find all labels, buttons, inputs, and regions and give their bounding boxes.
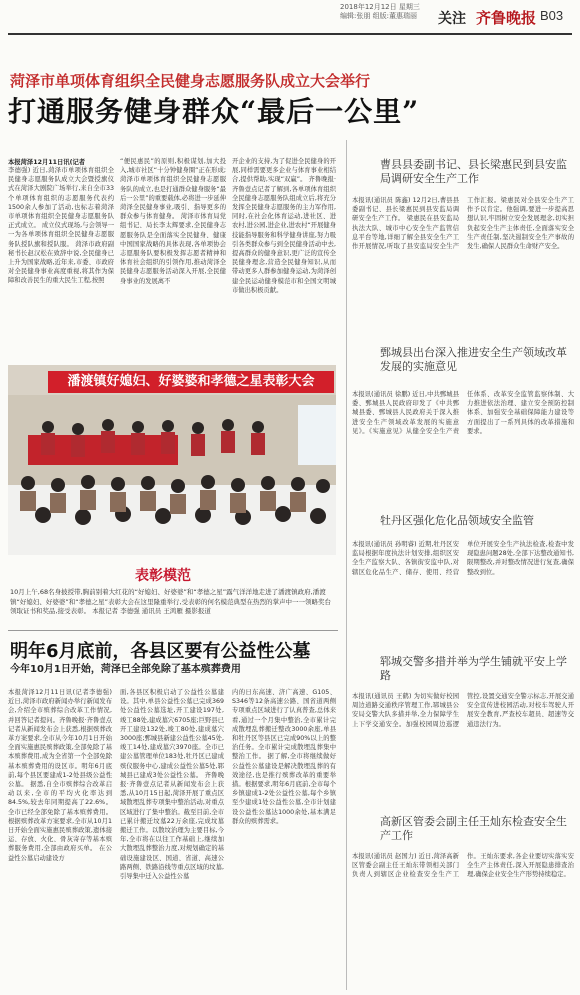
section-divider — [8, 630, 338, 631]
lead-col-2: “便民惠民”的原则,积极谋划,加大投入,城市社区“十分钟健身圈”正在形成;菏泽市单项体育组织全民健身志愿服务队的成立,也是打通群众健身服务“最后一公里”的重要载体,必将进一步延伸菏泽全民健身事业,吸引、指导更多的群众参与体育健身。 菏泽市体育局党组书记、局长李太辉要求,全民健身志愿服务队是全面落实全民健身、健康中国国家战略的具体表现,各单项协会志愿服务队要积极发挥志愿者精神和体育社会组织的引领作用,推动菏泽全民健身志愿服务活动深入开展,全民健身事业的发展离不 — [120, 158, 226, 285]
header-editors: 编辑:张朋 组版:董惠瑞丽 — [340, 12, 417, 20]
right-article-3-body: 本报讯(通讯员 孙明睿) 近期,牡丹区安监局根据年度执法计划安排,组织区安全生产监察大队、各镇街安监中队,对辖区危化品生产、储存、使用、经营单位开展安全生产执法检查,检查中发现隐患问题28处,全部下达整改通知书,限期整改,并对整改情况进行复查,确保整改到位。 — [352, 541, 574, 576]
photo-illustration — [8, 365, 336, 555]
photo-banner: 潘渡镇好媳妇、好婆婆和孝德之星表彰大会 — [48, 371, 334, 393]
photo-caption-title: 表彰模范 — [135, 568, 191, 584]
right-article-3-title: 牡丹区强化危化品领域安全监管 — [380, 514, 534, 527]
section-name: 关注 — [438, 11, 466, 27]
page-number: B03 — [540, 8, 564, 23]
award-photo — [8, 365, 336, 555]
header-meta — [340, 3, 420, 21]
lead-byline: 本报菏泽12月11日讯(记者 — [8, 159, 86, 166]
lead-col-1: 李德强) 近日,菏泽市单项体育组织全民健身志愿服务队成立大会暨授旗仪式在菏泽大剧院广场举行,来自全市33个单项体育组织的志愿服务代表约1500余人参加了活动,也标志着菏泽市单项体育组织全民健身志愿服务队正式成立。 成立仪式现场,与会领导一一为各单项体育组织全民健身志愿服务队授队旗和授队服。 菏泽市政府副秘书长赵汉松在致辞中说,全民健身已上升为国家战略,近年来,市委、市政府对全民健身事业高度重视,将其作为保障和改善民生的重大民生工程,按照 — [8, 167, 114, 285]
cemetery-subheadline: 今年10月1日开始，菏泽已全部免除了基本殡葬费用 — [10, 664, 241, 675]
column-divider — [346, 140, 347, 990]
lead-kicker: 菏泽市单项体育组织全民健身志愿服务队成立大会举行 — [10, 72, 371, 90]
right-article-5-body: 本报讯(通讯员 赵国力) 近日,菏泽高新区管委会副主任王灿东带领相关部门负责人到辖区企业检查安全生产工作。王灿东要求,各企业要切实落实安全生产主体责任,深入开展隐患排查治理,确保企业安全生产形势持续稳定。 — [352, 853, 574, 879]
right-article-1-title: 曹县县委副书记、县长梁惠民到县安监局调研安全生产工作 — [380, 158, 567, 185]
header-date: 2018年12月12日 星期三 — [340, 3, 420, 11]
cemetery-col-3: 内的日东高速、济广高速、G105、S346等12条高速公路、国省道两侧专项重点区域进行了认真普查,总体来看,通过一个月集中整治,全市累计完成散埋乱葬搬迁整改3000余座,单县和牡丹区等县区已完成90%以上的整治任务。全市累计完成散埋乱葬集中整治工作。 据了解,全市将继续做好公益性公墓建设是解决散埋乱葬的有效途径,也是推行殡葬改革的重要举措。根据要求,明年6月底前,全市每个乡镇建成1-2处公益性公墓,每个乡镇至少建成1处公益性公墓,全市计划建设公益性公墓达1000余处,基本满足群众的殡葬需求。 — [232, 689, 336, 825]
page-header — [0, 0, 580, 32]
header-rule — [8, 33, 572, 35]
right-article-5-title: 高新区管委会副主任王灿东检查安全生产工作 — [380, 815, 567, 842]
lead-headline: 打通服务健身群众“最后一公里” — [8, 95, 420, 128]
photo-caption: 10月上午,68名身披授带,胸前别着大红花的“好媳妇、好婆婆”和“孝德之星”露气洋洋地走进了潘渡镇政府,潘渡镇“好媳妇、好婆婆”和“孝德之星”表彰大会在这里隆重举行,受表彰的何名模范典型在热烈的掌声中一一领略奖台领取证书和奖品,接受表彰。 本报记者 李德强 通讯员 王鸿雁 摄影报道 — [10, 588, 332, 615]
right-article-4-title: 郓城交警多措并举为学生铺就平安上学路 — [380, 655, 567, 682]
cemetery-col-2: 面,各县区积极启动了公益性公墓建设。其中,单县公益性公墓已完成369处公益性公墓选址,开工建设197处,竣工88处,建成墓穴6705座;巨野县已开工建设132处,竣工80处,建成墓穴3000座;鄄城县新建公益性公墓45处,竣工14处,建成墓穴3970座。全市已建公墓管理单位183处,牡丹区已建成殡仪服务中心,建成公益性公墓5处,郓城县已建成3处公益性公墓。 齐鲁晚报·齐鲁壹点记者从新闻发布会上获悉,从10月15日起,菏泽开展了重点区域散埋乱葬专项集中整治活动,对重点区域进行了集中整治。截至目前,全市已累计搬迁坟墓22万余座,完成坟墓搬迁工作。以散坟治理为主要目标,今年,全市将在以往工作基础上,继续加大散埋乱葬整治力度,对规划确定的基础设施建设区、国道、省道、高速公路两侧、铁路沿线等重点区域的坟墓,引导集中迁入公益性公墓 — [120, 689, 224, 881]
lead-col-3: 开企业的支持,为了促进全民健身的开展,同样需要更多企业与体育事业相结合,提供帮助,实现“双赢”。 齐鲁晚报·齐鲁壹点记者了解到,各单项体育组织全民健身志愿服务队组成立后,将充分发挥全民健身志愿服务的主力军作用,同时,在社会化体育运动,进社区、进农村,进公园,进企业,进农村“开展健身技能指导服务和科学健身讲座,努力吸引各类群众参与到全民健身活动中去,提高群众的健身意识,更广泛的宣传全民健身理念,营造全民健身知识,从而带动更多人群参加健身运动,为菏泽创建全民运动健身模范市和全国文明城市做出积极贡献。 — [232, 158, 336, 294]
cemetery-col-1: 本报菏泽12月11日讯(记者李德强) 近日,菏泽市政府新闻办举行新闻发布会,介绍全市殡葬综合改革工作情况,并回答记者提问。齐鲁晚报·齐鲁壹点记者从新闻发布会上获悉,根据殡葬改革方案要求,全市从今年10月1日开始全面实施惠民殡葬政策,全部免除了基本殡葬费用,成为全省第一个全部免除基本殡葬费用的设区市。明年6月底前,每个县区要建成1-2处县级公益性公墓。 据悉,自全市殡葬综合改革启动以来,全市的平均火化率达到84.5%,较去年同期提高了22.6%。全市已经全部免除了基本殡葬费用。根据殡葬改革方案要求,全市从10月1日开始全面实施惠民殡葬政策,遗体接运、存放、火化、骨灰寄存等基本殡葬服务费用,全部由政府买单。 在公益性公墓启动建设方 — [8, 689, 112, 862]
cemetery-headline: 明年6月底前，各县区要有公益性公墓 — [10, 641, 311, 662]
right-article-2-body: 本报讯(通讯员 徐鹏) 近日,中共鄄城县委、鄄城县人民政府印发了《中共鄄城县委、鄄城县人民政府关于深入推进安全生产领域改革发展的实施意见》。《实施意见》从健全安全生产责任体系、改革安全监管监察体制、大力推进依法治理、建立安全预防控制体系、加强安全基础保障能力建设等方面提出了一系列具体的改革措施和要求。 — [352, 391, 574, 435]
right-article-2-title: 鄄城县出台深入推进安全生产领域改革发展的实施意见 — [380, 346, 567, 373]
newspaper-logo: 齐鲁晚报 — [476, 9, 537, 27]
right-article-1-body: 本报讯(通讯员 陈鑫) 12月2日,曹县县委副书记、县长梁惠民到县安监局调研安全生产工作。 梁惠民在县安监局执法大队、城市中心安全生产监管信息平台等地,详细了解全县安全生产工作开展情况,听取了县安监局安全生产工作汇报。梁惠民对全县安全生产工作予以肯定。他强调,要进一步提高思想认识,牢固树立安全发展理念,切实担负起安全生产主体责任,全面落实安全生产责任制,坚决遏制安全生产事故的发生,确保人民群众生命财产安全。 — [352, 197, 574, 251]
right-article-4-body: 本报讯(通讯员 王鹤) 为切实做好校园周边道路交通秩序管理工作,郓城县公安局交警大队多措并举,全力保障学生上下学交通安全。加强校园周边巡逻管控,设置交通安全警示标志,开展交通安全宣传进校园活动,对校车驾驶人开展安全教育,严查校车超员、超速等交通违法行为。 — [352, 693, 574, 728]
